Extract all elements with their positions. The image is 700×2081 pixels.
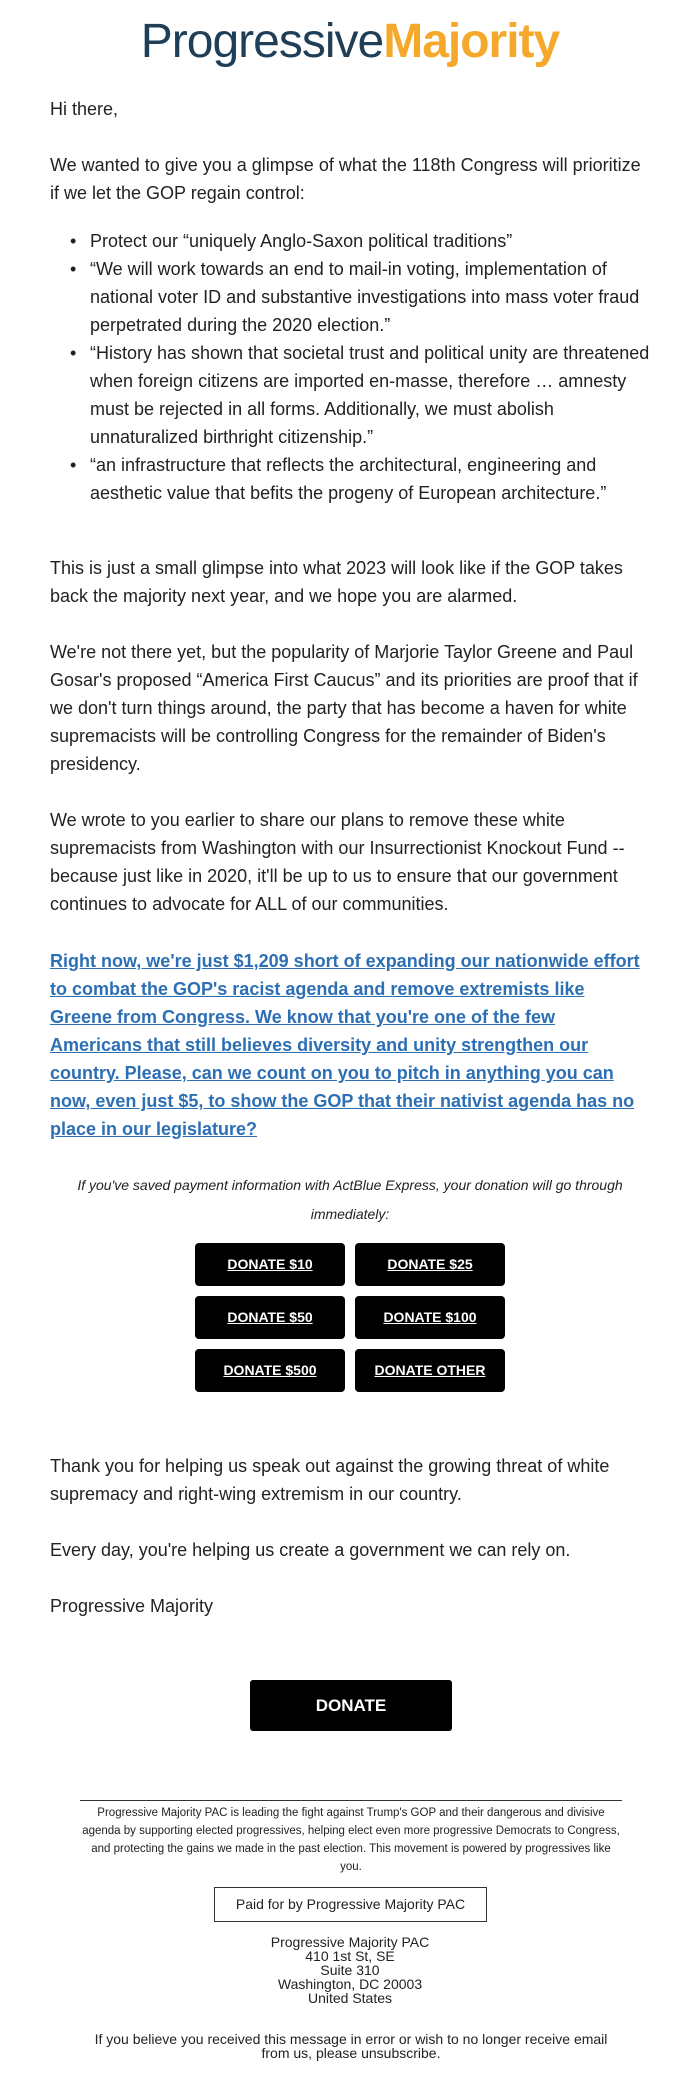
list-item: • “We will work towards an end to mail-in voting, implementation of national voter ID and substantive investigations into mass voter fraud perpetrated during the 2020 election.” (90, 255, 660, 339)
list-item: • Protect our “uniquely Anglo-Saxon political traditions” (90, 227, 660, 255)
intro-paragraph: We wanted to give you a glimpse of what the 118th Congress will prioritize if we let the GOP regain control: (50, 155, 641, 203)
donation-ask-link[interactable]: Right now, we're just $1,209 short of expanding our nationwide effort to combat the GOP's racist agenda and remove extremists like Greene from Congress. We know that you're one of the few Americans that still believes diversity and unity strengthen our country. Please, can we count on you to pitch in anything you can now, even just $5, to show the GOP that their nativist agenda has no place in our legislature? (50, 951, 640, 1139)
donate-25-button[interactable]: DONATE $25 (355, 1243, 505, 1286)
footer-about: Progressive Majority PAC is leading the fight against Trump's GOP and their dangerous and divisive agenda by supporting elected progressives, helping elect even more progressive Democrats to Congress, and protecting the gains we made in the past election. This movement is powered by progressives like you. (82, 1807, 620, 1873)
donate-button[interactable]: DONATE (250, 1680, 452, 1731)
glimpse-paragraph: This is just a small glimpse into what 2023 will look like if the GOP takes back the majority next year, and we hope you are alarmed. (50, 558, 623, 606)
address-name: Progressive Majority PAC (270, 1934, 430, 1950)
actblue-express-note: If you've saved payment information with ActBlue Express, your donation will go through immediately: (77, 1177, 623, 1222)
caucus-paragraph: We're not there yet, but the popularity of Marjorie Taylor Greene and Paul Gosar's proposed “America First Caucus” and its priorities are proof that if we don't turn things around, the party that has become a haven for white supremacists will be controlling Congress for the remainder of Biden's presidency. (50, 642, 638, 774)
donate-10-button[interactable]: DONATE $10 (195, 1243, 345, 1286)
address-street: 410 1st St, SE (305, 1948, 395, 1964)
footer-divider (80, 1800, 622, 1801)
signature: Progressive Majority (50, 1596, 214, 1616)
address-suite: Suite 310 (320, 1962, 380, 1978)
donate-500-button[interactable]: DONATE $500 (195, 1349, 345, 1392)
mailing-address (200, 1935, 500, 2005)
address-country: United States (307, 1990, 393, 2006)
logo-part-progressive: Progressive (140, 15, 384, 68)
progressive-majority-logo (0, 12, 700, 72)
unsubscribe-text[interactable]: If you believe you received this message in error or wish to no longer receive email from us, please unsubscribe. (94, 2031, 608, 2061)
address-city: Washington, DC 20003 (277, 1976, 423, 1992)
list-item: • “an infrastructure that reflects the architectural, engineering and aesthetic value that befits the progeny of European architecture.” (90, 451, 660, 507)
greeting: Hi there, (50, 99, 119, 119)
list-item: • “History has shown that societal trust and political unity are threatened when foreign citizens are imported en-masse, therefore … amnesty must be rejected in all forms. Additionally, we must abolish unnaturalized birthright citizenship.” (90, 339, 660, 451)
donate-other-button[interactable]: DONATE OTHER (355, 1349, 505, 1392)
logo-part-majority: Majority (383, 15, 560, 68)
gop-priorities-list (90, 227, 660, 507)
thank-you-paragraph: Thank you for helping us speak out against the growing threat of white supremacy and right-wing extremism in our country. (50, 1456, 610, 1504)
every-day-paragraph: Every day, you're helping us create a government we can rely on. (50, 1540, 571, 1560)
donate-50-button[interactable]: DONATE $50 (195, 1296, 345, 1339)
donate-100-button[interactable]: DONATE $100 (355, 1296, 505, 1339)
paid-for-disclaimer: Paid for by Progressive Majority PAC (214, 1887, 487, 1922)
knockout-fund-paragraph: We wrote to you earlier to share our plans to remove these white supremacists from Washington with our Insurrectionist Knockout Fund -- because just like in 2020, it'll be up to us to ensure that our government continues to advocate for ALL of our communities. (50, 810, 625, 914)
